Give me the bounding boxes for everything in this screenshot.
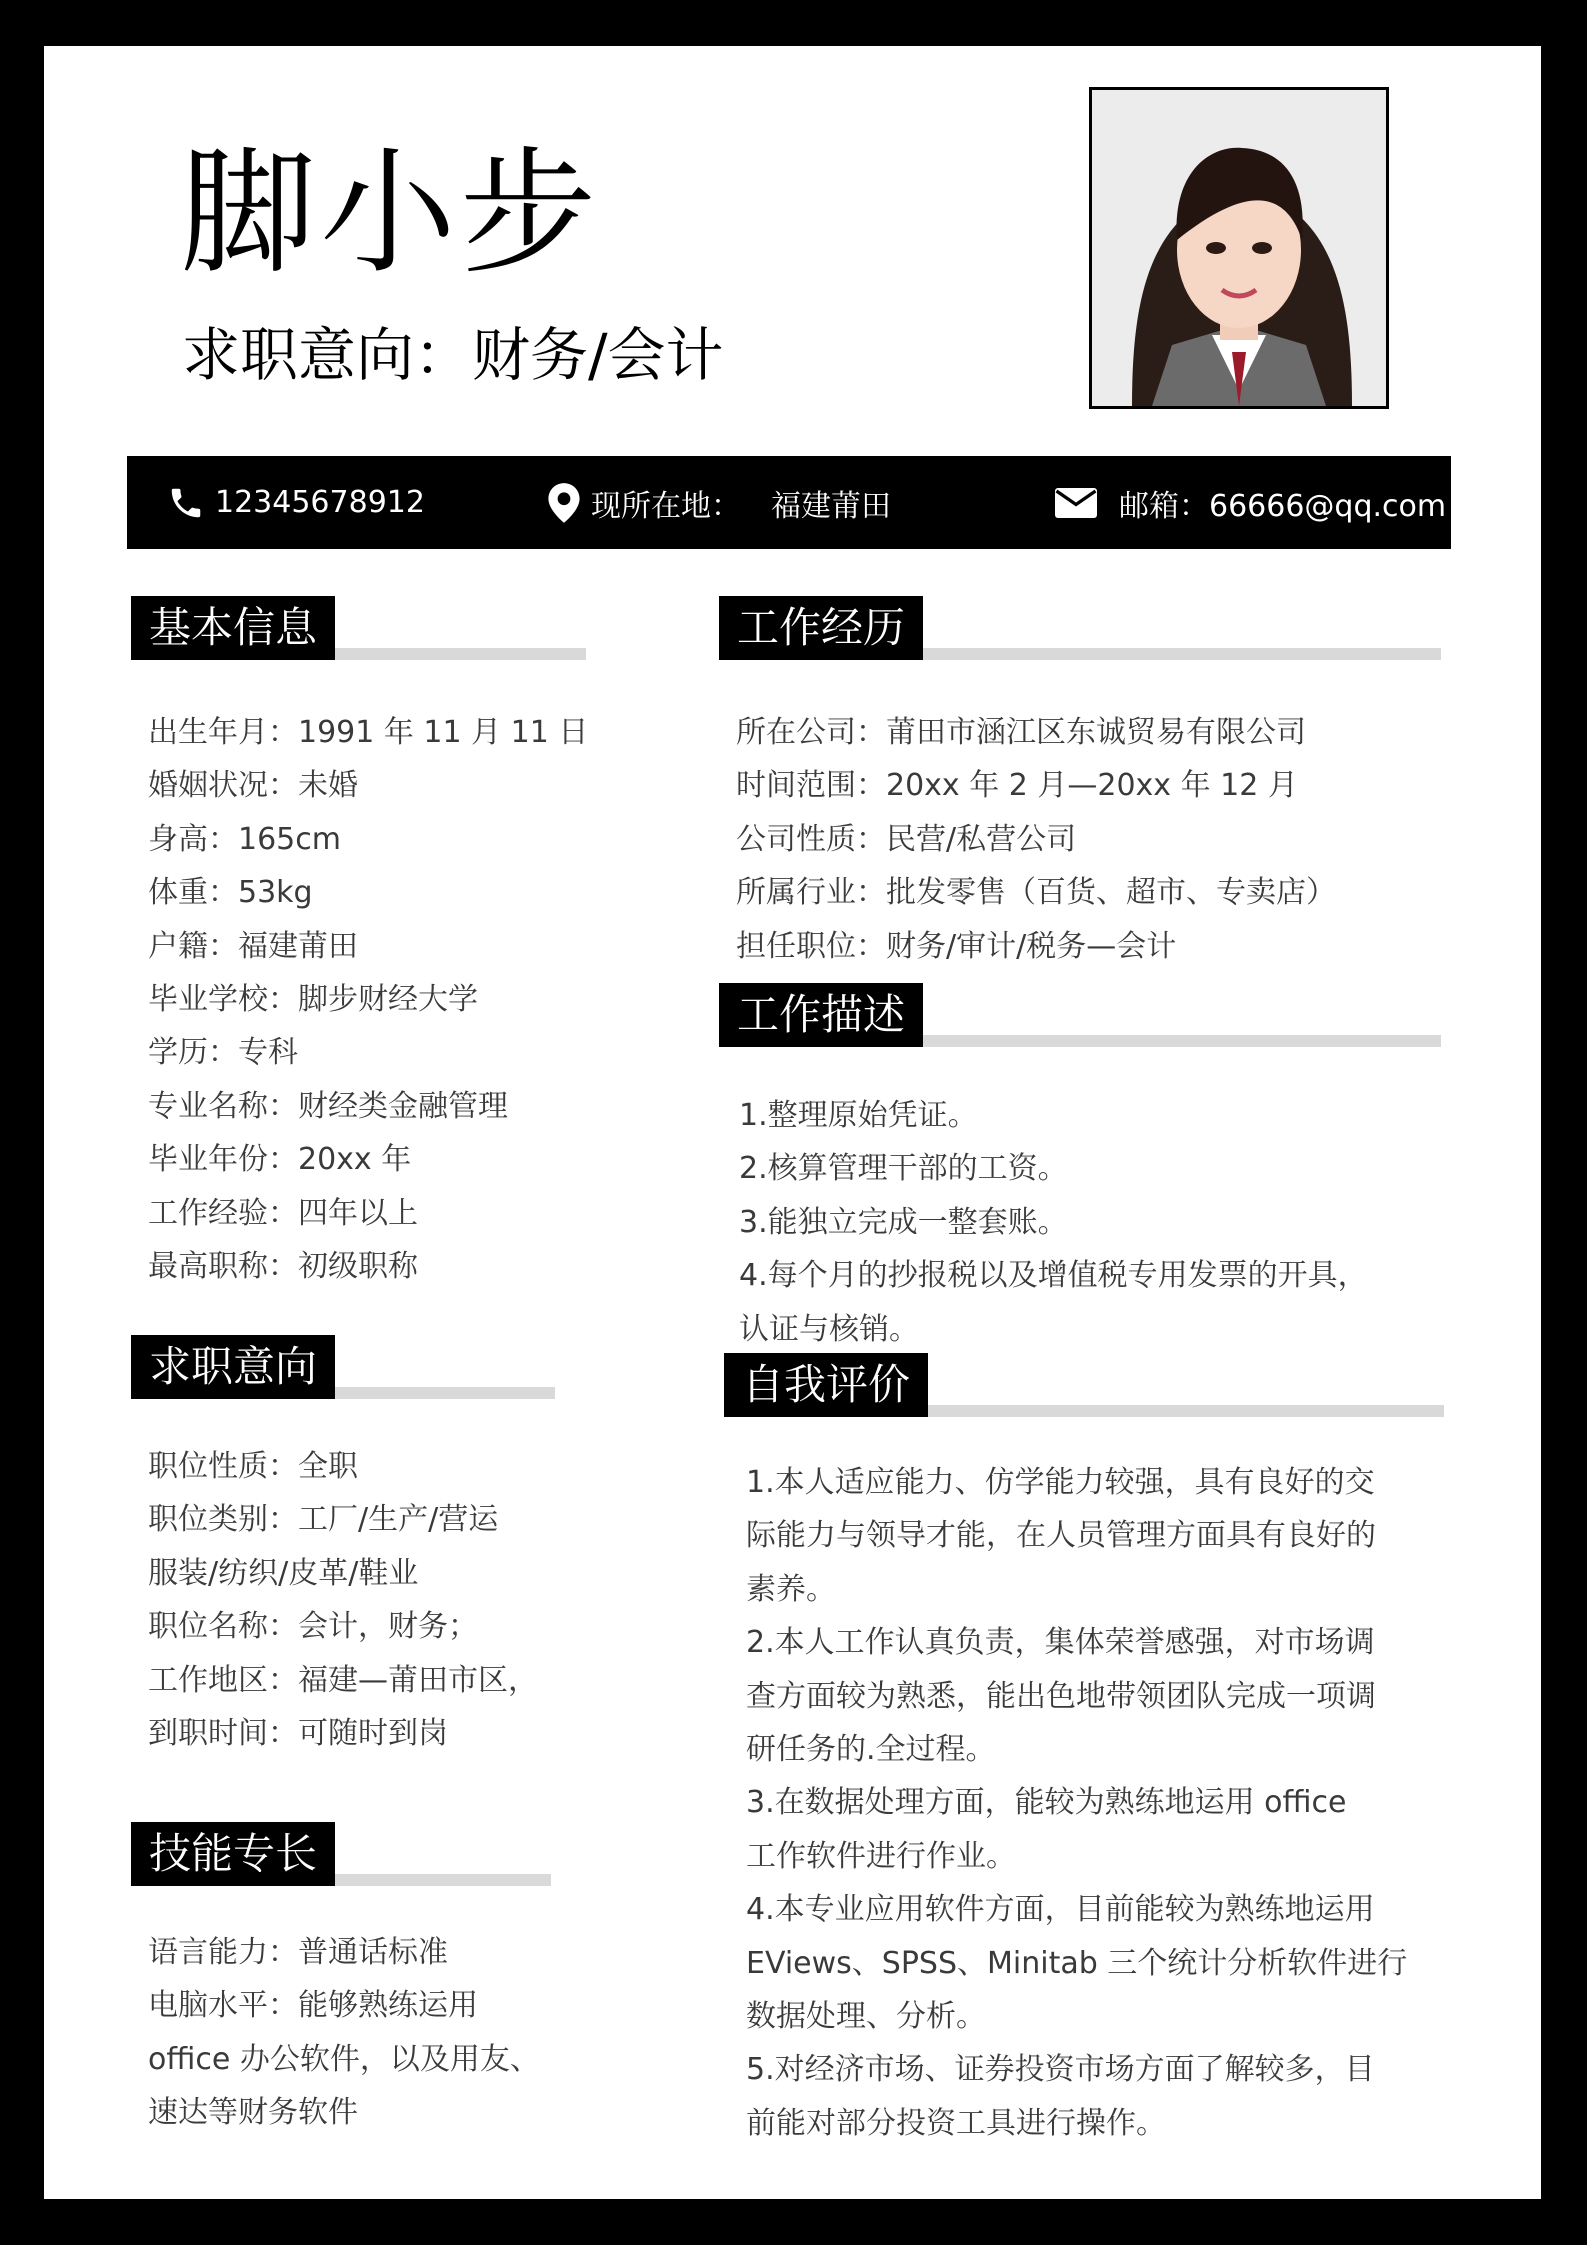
list-item: 身高：165cm <box>148 821 341 857</box>
self-evaluation-section-heading <box>724 1353 1444 1417</box>
list-item: 公司性质：民营/私营公司 <box>736 821 1077 857</box>
resume-page <box>44 46 1541 2199</box>
candidate-name: 脚小步 <box>180 135 600 293</box>
list-item: 职位性质：全职 <box>148 1449 358 1484</box>
list-item: 职位类别：工厂/生产/营运 <box>148 1502 499 1538</box>
list-item: 研任务的.全过程。 <box>746 1731 996 1767</box>
list-item: 前能对部分投资工具进行操作。 <box>746 2105 1166 2141</box>
list-item: 服装/纺织/皮革/鞋业 <box>148 1555 419 1591</box>
job-intent-title: 求职意向 <box>131 1335 335 1399</box>
list-item: 1.本人适应能力、仿学能力较强，具有良好的交 <box>746 1465 1375 1500</box>
self-evaluation-title: 自我评价 <box>724 1353 928 1417</box>
map-pin-icon <box>547 483 581 523</box>
list-item: 到职时间：可随时到岗 <box>148 1715 448 1751</box>
list-item: 3.在数据处理方面，能较为熟练地运用 office <box>746 1785 1347 1821</box>
skills-list <box>148 1926 540 2140</box>
list-item: 2.核算管理干部的工资。 <box>739 1151 1068 1187</box>
contact-bar <box>127 456 1451 549</box>
job-description-section-heading <box>719 983 1441 1047</box>
phone-contact <box>167 456 425 549</box>
job-intent-heading: 求职意向：财务/会计 <box>182 321 724 389</box>
work-history-list <box>736 706 1336 973</box>
list-item: 速达等财务软件 <box>148 2095 358 2131</box>
list-item: 2.本人工作认真负责，集体荣誉感强，对市场调 <box>746 1625 1375 1661</box>
work-history-section-heading <box>719 596 1441 660</box>
list-item: 所在公司：莆田市涵江区东诚贸易有限公司 <box>736 715 1306 750</box>
list-item: 毕业学校：脚步财经大学 <box>148 981 478 1017</box>
portrait-illustration <box>1092 90 1386 406</box>
list-item: 3.能独立完成一整套账。 <box>739 1204 1068 1240</box>
list-item: 专业名称：财经类金融管理 <box>148 1088 508 1124</box>
location-label: 现所在地： <box>591 488 741 524</box>
profile-photo <box>1089 87 1389 409</box>
email-contact <box>1055 456 1446 549</box>
list-item: 工作软件进行作业。 <box>746 1838 1016 1874</box>
list-item: 5.对经济市场、证券投资市场方面了解较多，目 <box>746 2052 1375 2088</box>
list-item: 所属行业：批发零售（百货、超市、专卖店） <box>736 875 1336 911</box>
location-contact <box>547 456 891 549</box>
list-item: 体重：53kg <box>148 875 313 911</box>
list-item: 素养。 <box>746 1571 836 1607</box>
list-item: 认证与核销。 <box>739 1311 919 1347</box>
list-item: 职位名称：会计，财务； <box>148 1609 478 1645</box>
phone-icon <box>167 484 205 522</box>
skills-section-heading <box>131 1822 551 1886</box>
list-item: 工作地区：福建—莆田市区， <box>148 1662 538 1698</box>
basic-info-section-heading <box>131 596 586 660</box>
list-item: 4.本专业应用软件方面，目前能较为熟练地运用 <box>746 1892 1375 1928</box>
self-evaluation-list <box>746 1456 1407 2150</box>
job-description-title: 工作描述 <box>719 983 923 1047</box>
list-item: 婚姻状况：未婚 <box>148 768 358 804</box>
list-item: 工作经验：四年以上 <box>148 1195 418 1231</box>
list-item: 查方面较为熟悉，能出色地带领团队完成一项调 <box>746 1678 1376 1714</box>
list-item: 际能力与领导才能，在人员管理方面具有良好的 <box>746 1518 1376 1554</box>
list-item: 时间范围：20xx 年 2 月—20xx 年 12 月 <box>736 768 1298 804</box>
phone-number: 12345678912 <box>215 485 425 520</box>
basic-info-list <box>148 706 588 1293</box>
list-item: EViews、SPSS、Minitab 三个统计分析软件进行 <box>746 1945 1408 1981</box>
list-item: 1.整理原始凭证。 <box>739 1098 978 1133</box>
list-item: 出生年月：1991 年 11 月 11 日 <box>148 715 589 750</box>
list-item: office 办公软件，以及用友、 <box>148 2041 540 2077</box>
job-intent-section-heading <box>131 1335 555 1399</box>
job-description-list <box>739 1089 1368 1356</box>
list-item: 语言能力：普通话标准 <box>148 1935 448 1970</box>
envelope-icon <box>1055 488 1097 518</box>
list-item: 最高职称：初级职称 <box>148 1248 418 1284</box>
work-history-title: 工作经历 <box>719 596 923 660</box>
job-intent-list <box>148 1440 538 1760</box>
list-item: 4.每个月的抄报税以及增值税专用发票的开具， <box>739 1258 1368 1294</box>
list-item: 毕业年份：20xx 年 <box>148 1142 412 1178</box>
list-item: 学历：专科 <box>148 1035 298 1071</box>
basic-info-title: 基本信息 <box>131 596 335 660</box>
list-item: 电脑水平：能够熟练运用 <box>148 1988 478 2024</box>
list-item: 担任职位：财务/审计/税务—会计 <box>736 928 1177 964</box>
location-value: 福建莆田 <box>771 488 891 524</box>
list-item: 户籍：福建莆田 <box>148 928 358 964</box>
list-item: 数据处理、分析。 <box>746 1998 986 2034</box>
email-address: 邮箱：66666@qq.com <box>1119 488 1447 524</box>
skills-title: 技能专长 <box>131 1822 335 1886</box>
